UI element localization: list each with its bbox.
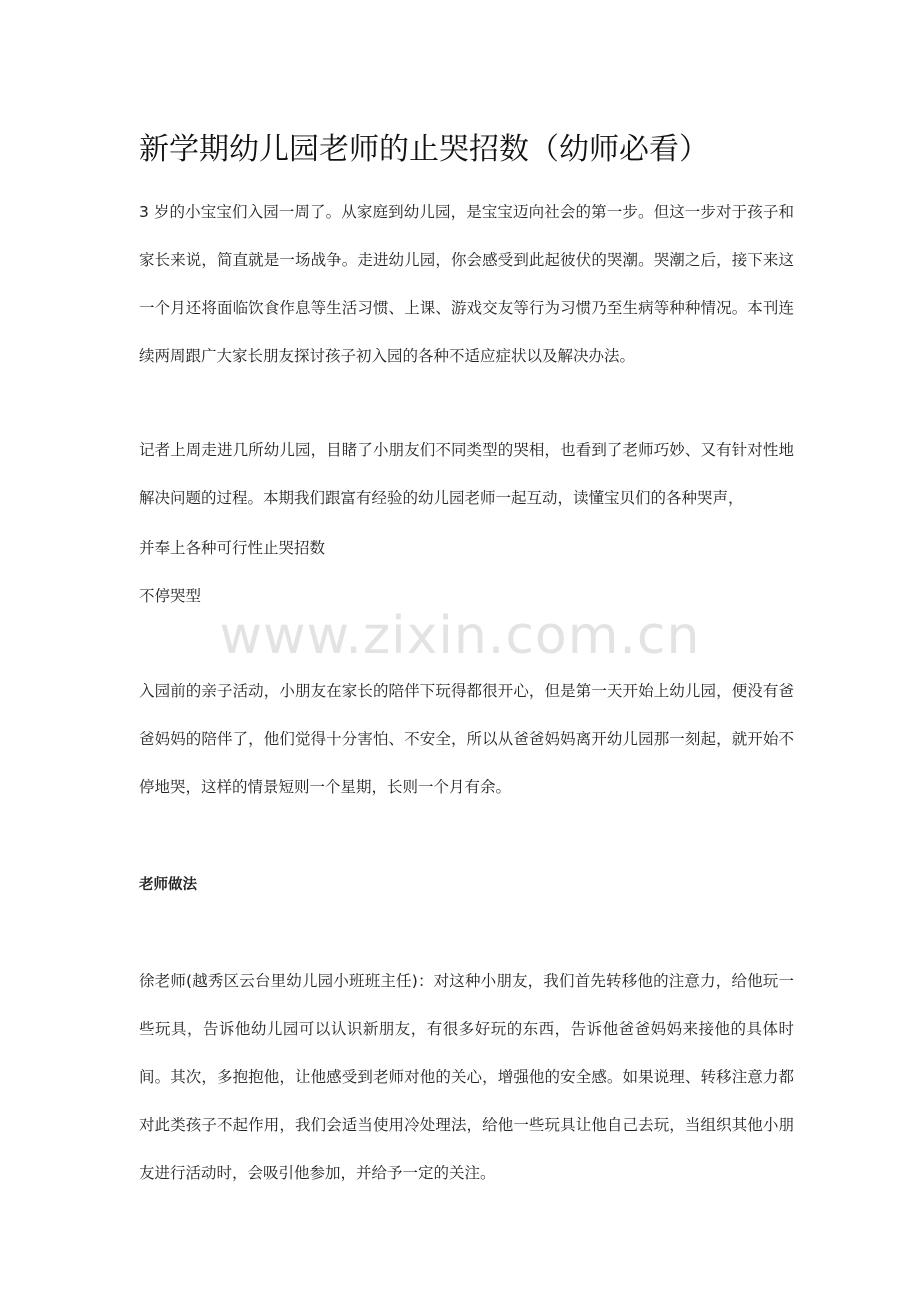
- site-watermark: www.zixin.com.cn: [219, 606, 701, 666]
- document-title: 新学期幼儿园老师的止哭招数（幼师必看）: [139, 132, 709, 167]
- reporter-paragraph: 记者上周走进几所幼儿园，目睹了小朋友们不同类型的哭相，也看到了老师巧妙、又有针对性地解决问题的过程。本期我们跟富有经验的幼儿园老师一起互动，读懂宝贝们的各种哭声，: [139, 441, 794, 507]
- section-body-paragraph: 入园前的亲子活动，小朋友在家长的陪伴下玩得都很开心，但是第一天开始上幼儿园，便没有爸爸妈妈的陪伴了，他们觉得十分害怕、不安全，所以从爸爸妈妈离开幼儿园那一刻起，就开始不停地哭，这样的情景短则一个星期，长则一个月有余。: [139, 682, 794, 796]
- section-heading-crying-type: 不停哭型: [139, 587, 202, 605]
- teacher-method-paragraph: 徐老师(越秀区云台里幼儿园小班班主任)：对这种小朋友，我们首先转移他的注意力，给他玩一些玩具，告诉他幼儿园可以认识新朋友，有很多好玩的东西，告诉他爸爸妈妈来接他的具体时间。其次，多抱抱他，让他感受到老师对他的关心，增强他的安全感。如果说理、转移注意力都对此类孩子不起作用，我们会适当使用冷处理法，给他一些玩具让他自己去玩，当组织其他小朋友进行活动时，会吸引他参加，并给予一定的关注。: [139, 972, 794, 1182]
- reporter-paragraph-end: 并奉上各种可行性止哭招数: [139, 539, 326, 557]
- intro-paragraph: 3 岁的小宝宝们入园一周了。从家庭到幼儿园，是宝宝迈向社会的第一步。但这一步对于孩子和家长来说，简直就是一场战争。走进幼儿园，你会感受到此起彼伏的哭潮。哭潮之后，接下来这一个月还将面临饮食作息等生活习惯、上课、游戏交友等行为习惯乃至生病等种种情况。本刊连续两周跟广大家长朋友探讨孩子初入园的各种不适应症状以及解决办法。: [139, 203, 794, 365]
- teacher-method-heading: 老师做法: [139, 877, 197, 893]
